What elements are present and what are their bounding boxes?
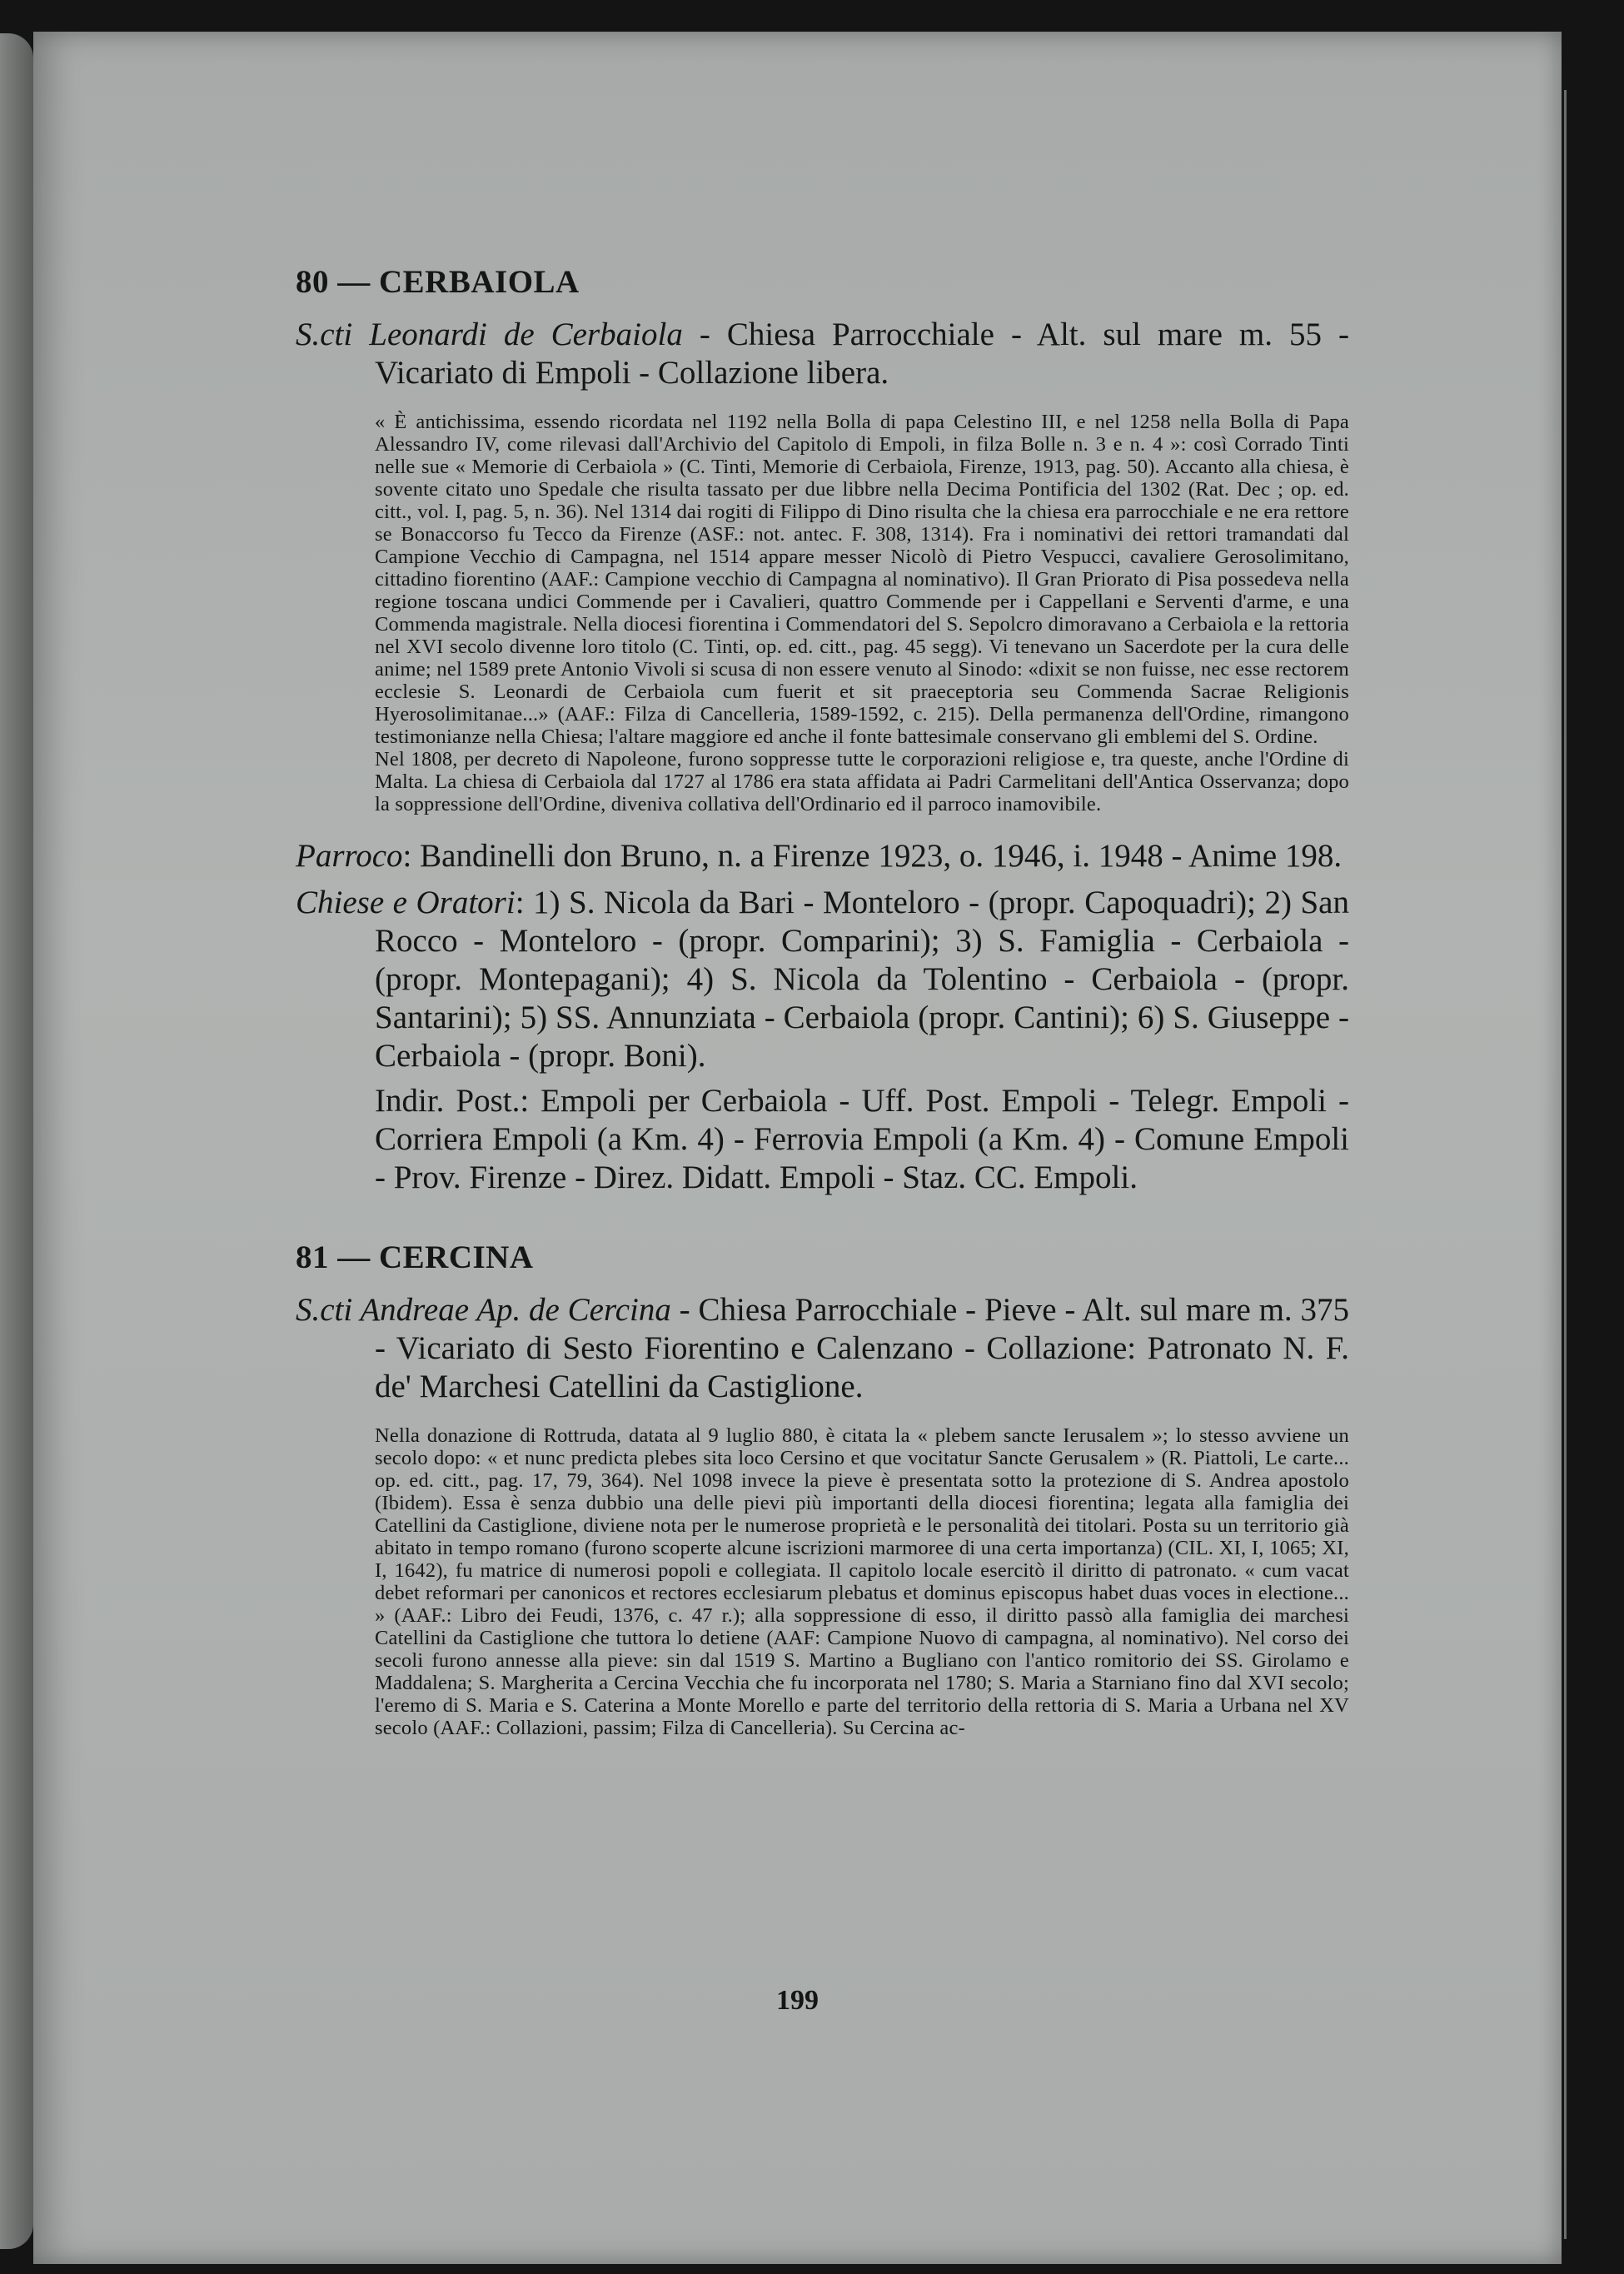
page-number: 199 bbox=[776, 1985, 819, 2016]
entry-heading: 81 — CERCINA bbox=[296, 1239, 534, 1275]
entry-heading: 80 — CERBAIOLA bbox=[296, 264, 580, 300]
chiese-text: : 1) S. Nicola da Bari - Monteloro - (propr. Capoquadri); 2) San Rocco - Monteloro - (propr. Comparini); 3) S. Famiglia - Cerbaiola - (propr. Montepagani); 4) S. Nicola da Tolentino - Cerbaiola - (propr. Santarini); 5) SS. Annunziata - Cerbaiola (propr. Cantini); 6) S. Giuseppe - Cerbaiola - (propr. Boni). bbox=[375, 885, 1349, 1074]
historical-note bbox=[375, 411, 1349, 815]
entry-81 bbox=[296, 1239, 1349, 1739]
page-content bbox=[296, 263, 1349, 1739]
entry-title bbox=[296, 316, 1349, 392]
note-paragraph: Nel 1808, per decreto di Napoleone, furono soppresse tutte le corporazioni religiose e, tra queste, anche l'Ordine di Malta. La chiesa di Cerbaiola dal 1727 al 1786 era stata affidata ai Padri Carmelitani dell'Antica Osservanza; dopo la soppressione dell'Ordine, diveniva collativa dell'Ordinario ed il parroco inamovibile. bbox=[375, 748, 1349, 815]
historical-note bbox=[375, 1424, 1349, 1739]
adjacent-page-edge bbox=[0, 33, 33, 2249]
entry-80 bbox=[296, 263, 1349, 1197]
parroco-label: Parroco bbox=[296, 838, 403, 874]
note-paragraph: Nella donazione di Rottruda, datata al 9 luglio 880, è citata la « plebem sancte Ierusalem »; lo stesso avviene un secolo dopo: « et nunc predicta plebes sita loco Cersino et que vocitatur Sancte Gerusalem » (R. Piattoli, Le carte... op. ed. citt., pag. 17, 79, 364). Nel 1098 invece la pieve è presentata sotto la protezione di S. Andrea apostolo (Ibidem). Essa è senza dubbio una delle pievi più importanti della diocesi fiorentina; legata alla famiglia dei Catellini da Castiglione, diviene nota per le numerose proprietà e le personalità dei titolari. Posta su un territorio già abitato in tempo romano (furono scoperte alcune iscrizioni marmoree di una certa importanza) (CIL. XI, I, 1065; XI, I, 1642), fu matrice di numerosi popoli e collegiata. Il capitolo locale esercitò il diritto di patronato. « cum vacat debet reformari per canonicos et rectores ecclesiarum plebatus et dominus episcopus habet duas voces in electione... » (AAF.: Libro dei Feudi, 1376, c. 47 r.); alla soppressione di esso, il diritto passò alla famiglia dei marchesi Catellini da Castiglione che tuttora lo detiene (AAF: Campione Nuovo di campagna, al nominativo). Nel corso dei secoli furono annesse alla pieve: sin dal 1519 S. Martino a Bugliano con l'antico romitorio dei SS. Girolamo e Maddalena; S. Margherita a Cercina Vecchia che fu incorporata nel 1780; S. Maria a Starniano fino dal XVI secolo; l'eremo di S. Maria e S. Caterina a Monte Morello e parte del territorio della rettoria di S. Maria a Urbana nel XV secolo (AAF.: Collazioni, passim; Filza di Cancelleria). Su Cercina ac- bbox=[375, 1424, 1349, 1739]
parroco-line bbox=[296, 837, 1349, 875]
title-latin: S.cti Andreae Ap. de Cercina bbox=[296, 1292, 671, 1328]
parroco-text: : Bandinelli don Bruno, n. a Firenze 1923, o. 1946, i. 1948 - Anime 198. bbox=[402, 838, 1343, 874]
note-paragraph: « È antichissima, essendo ricordata nel 1192 nella Bolla di papa Celestino III, e nel 1258 nella Bolla di Papa Alessandro IV, come rilevasi dall'Archivio del Capitolo di Empoli, in filza Bolle n. 3 e n. 4 »: così Corrado Tinti nelle sue « Memorie di Cerbaiola » (C. Tinti, Memorie di Cerbaiola, Firenze, 1913, pag. 50). Accanto alla chiesa, è sovente citato uno Spedale che risulta tassato per due libbre nella Decima Pontificia del 1302 (Rat. Dec ; op. ed. citt., vol. I, pag. 5, n. 36). Nel 1314 dai rogiti di Filippo di Dino risulta che la chiesa era parrocchiale e ne era rettore se Bonaccorso fu Tecco da Firenze (ASF.: not. antec. F. 308, 1314). Fra i nominativi dei rettori tramandati dal Campione Vecchio di Campagna, nel 1514 appare messer Nicolò di Pietro Vespucci, cavaliere Gerosolimitano, cittadino fiorentino (AAF.: Campione vecchio di Campagna al nominativo). Il Gran Priorato di Pisa possedeva nella regione toscana undici Commende per i Cavalieri, quattro Commende per i Cappellani e Serventi d'arme, e una Commenda magistrale. Nella diocesi fiorentina i Commendatori del S. Sepolcro dimoravano a Cerbaiola e la rettoria nel XVI secolo divenne loro titolo (C. Tinti, op. ed. citt., pag. 45 segg). Vi tenevano un Sacerdote per la cura delle anime; nel 1589 prete Antonio Vivoli si scusa di non essere venuto al Sinodo: «dixit se non fuisse, nec esse rectorem ecclesie S. Leonardi de Cerbaiola cum fuerit et sit praeceptoria seu Commenda Sacrae Religionis Hyerosolimitanae...» (AAF.: Filza di Cancelleria, 1589-1592, c. 215). Della permanenza dell'Ordine, rimangono testimonianze nella Chiesa; l'altare maggiore ed anche il fonte battesimale conservano gli emblemi del S. Ordine. bbox=[375, 411, 1349, 748]
book-page bbox=[33, 32, 1562, 2264]
title-details: - Chiesa Parrocchiale - Pieve - Alt. sul mare m. 375 - Vicariato di Sesto Fiorentino e Calenzano - Collazione: Patronato N. F. de' Marchesi Catellini da Castiglione. bbox=[375, 1292, 1349, 1404]
postal-address: Indir. Post.: Empoli per Cerbaiola - Uff. Post. Empoli - Telegr. Empoli - Corriera Empoli (a Km. 4) - Ferrovia Empoli (a Km. 4) - Comune Empoli - Prov. Firenze - Direz. Didatt. Empoli - Staz. CC. Empoli. bbox=[375, 1083, 1349, 1195]
title-details: - Chiesa Parrocchiale - Alt. sul mare m. 55 - Vicariato di Empoli - Collazione libera. bbox=[375, 317, 1350, 391]
chiese-line bbox=[296, 884, 1349, 1075]
title-latin: S.cti Leonardi de Cerbaiola bbox=[296, 317, 683, 352]
page-stack-edge bbox=[1564, 90, 1567, 2239]
chiese-label: Chiese e Oratori bbox=[296, 885, 516, 920]
entry-title bbox=[296, 1291, 1349, 1406]
